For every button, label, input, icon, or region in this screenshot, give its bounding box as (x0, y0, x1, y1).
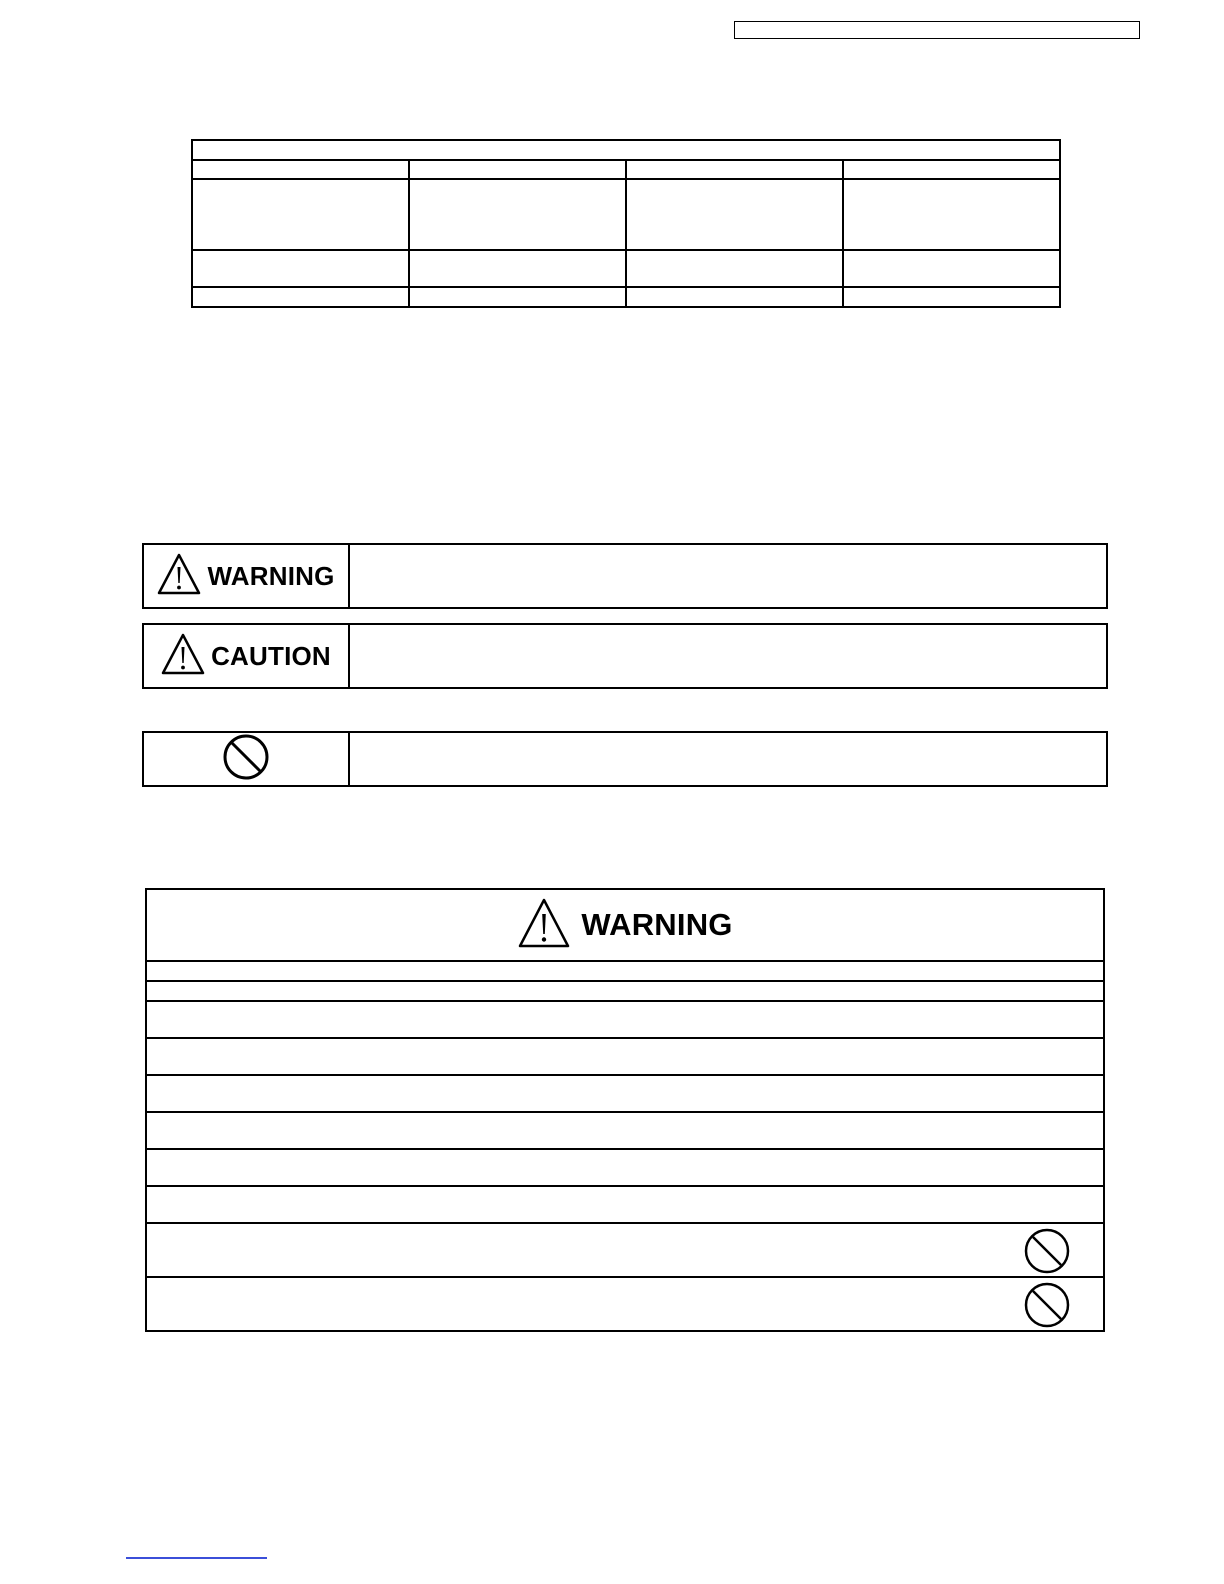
table-row (147, 1076, 1103, 1113)
table-row (147, 1002, 1103, 1039)
prohibition-icon (1023, 1227, 1071, 1280)
prohibition-symbol-cell (144, 733, 350, 785)
warning-triangle-icon (517, 897, 571, 954)
table-row (192, 250, 1060, 287)
warning-symbol-cell (144, 545, 350, 607)
table-row (147, 1278, 1103, 1330)
caution-label: CAUTION (211, 640, 331, 671)
table-row (147, 1187, 1103, 1224)
caution-symbol-cell (144, 625, 350, 687)
caution-description (350, 625, 1106, 687)
warning-table (145, 888, 1105, 1332)
warning-label: WARNING (207, 560, 335, 591)
prohibition-icon (1023, 1281, 1071, 1334)
warning-triangle-icon (161, 632, 205, 681)
table-row (147, 1039, 1103, 1076)
prohibition-icon (221, 732, 271, 787)
table-row (147, 1150, 1103, 1187)
warning-table-title: WARNING (581, 907, 733, 942)
caution-notice (142, 623, 1108, 689)
table-row (147, 1224, 1103, 1278)
footer-link[interactable] (126, 1557, 267, 1559)
table-row (192, 160, 1060, 179)
table-row (147, 1113, 1103, 1150)
table-row (147, 962, 1103, 982)
table-title-cell (192, 140, 1060, 160)
table-row (147, 982, 1103, 1002)
table-row (192, 287, 1060, 307)
prohibition-notice (142, 731, 1108, 787)
warning-description (350, 545, 1106, 607)
header-box (734, 21, 1140, 39)
warning-notice (142, 543, 1108, 609)
spec-table (191, 139, 1061, 308)
table-title-row (192, 140, 1060, 160)
table-row (192, 179, 1060, 250)
warning-triangle-icon (157, 552, 201, 601)
prohibition-description (350, 733, 1106, 785)
warning-table-header (147, 890, 1103, 962)
